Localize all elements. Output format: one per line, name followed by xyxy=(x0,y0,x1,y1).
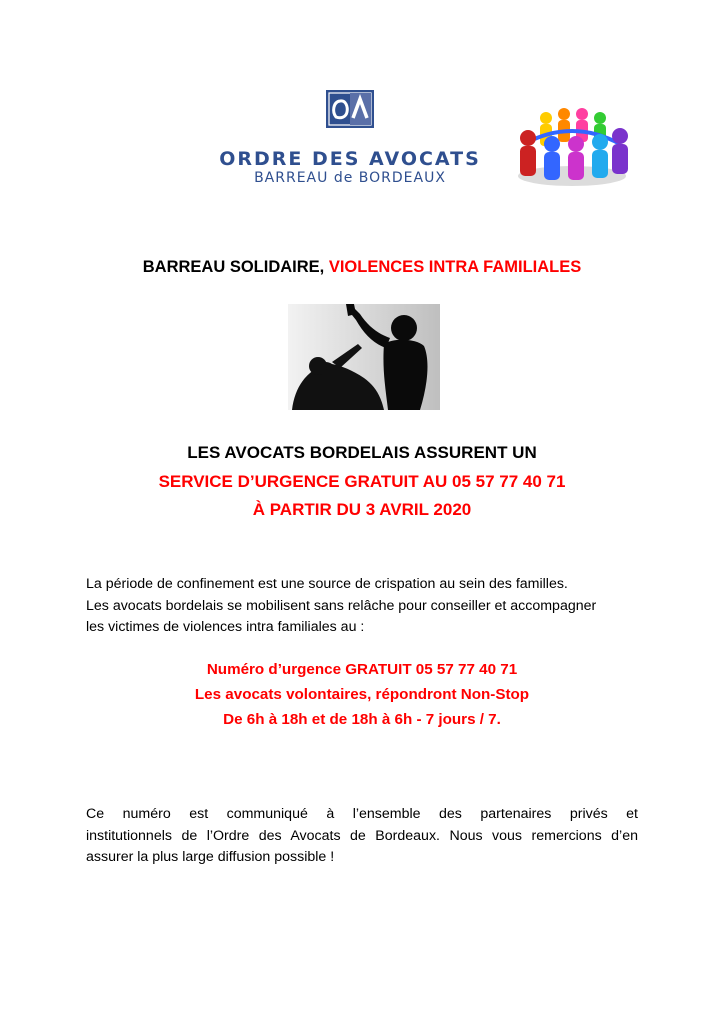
announcement-line-2: SERVICE D’URGENCE GRATUIT AU 05 57 77 40 71 xyxy=(158,472,566,491)
announcement-line-1: LES AVOCATS BORDELAIS ASSURENT UN xyxy=(187,443,537,462)
hotline-line-2: Les avocats volontaires, répondront Non-Stop xyxy=(194,686,530,703)
intro-line-1: La période de confinement est une source de crispation au sein des familles. xyxy=(86,576,568,592)
closing-line-1: Ce numéro est communiqué à l’ensemble des partenaires privés et xyxy=(86,806,638,822)
closing-line-3: assurer la plus large diffusion possible ! xyxy=(86,849,335,865)
announcement-line-3: À PARTIR DU 3 AVRIL 2020 xyxy=(252,500,472,519)
oa-monogram-icon xyxy=(326,90,374,128)
logo-subtitle: BARREAU de BORDEAUX xyxy=(254,170,446,186)
ordre-avocats-logo xyxy=(200,90,500,190)
violence-silhouette-icon xyxy=(288,304,440,410)
intro-paragraph xyxy=(86,574,638,639)
hotline-line-3: De 6h à 18h et de 18h à 6h - 7 jours / 7. xyxy=(223,711,501,728)
intro-line-3: les victimes de violences intra familiales au : xyxy=(86,619,365,635)
closing-line-2: institutionnels de l’Ordre des Avocats de Bordeaux. Nous vous remercions d’en xyxy=(86,827,638,844)
people-circle-icon xyxy=(506,104,638,188)
closing-paragraph xyxy=(86,804,638,869)
headline-highlight: VIOLENCES INTRA FAMILIALES xyxy=(328,258,582,276)
page-headline xyxy=(0,258,724,277)
headline-prefix: BARREAU SOLIDAIRE, xyxy=(142,258,329,276)
intro-line-2: Les avocats bordelais se mobilisent sans relâche pour conseiller et accompagner xyxy=(86,597,597,614)
logo-title: ORDRE DES AVOCATS xyxy=(219,148,481,170)
hotline-line-1: Numéro d’urgence GRATUIT 05 57 77 40 71 xyxy=(206,661,518,678)
